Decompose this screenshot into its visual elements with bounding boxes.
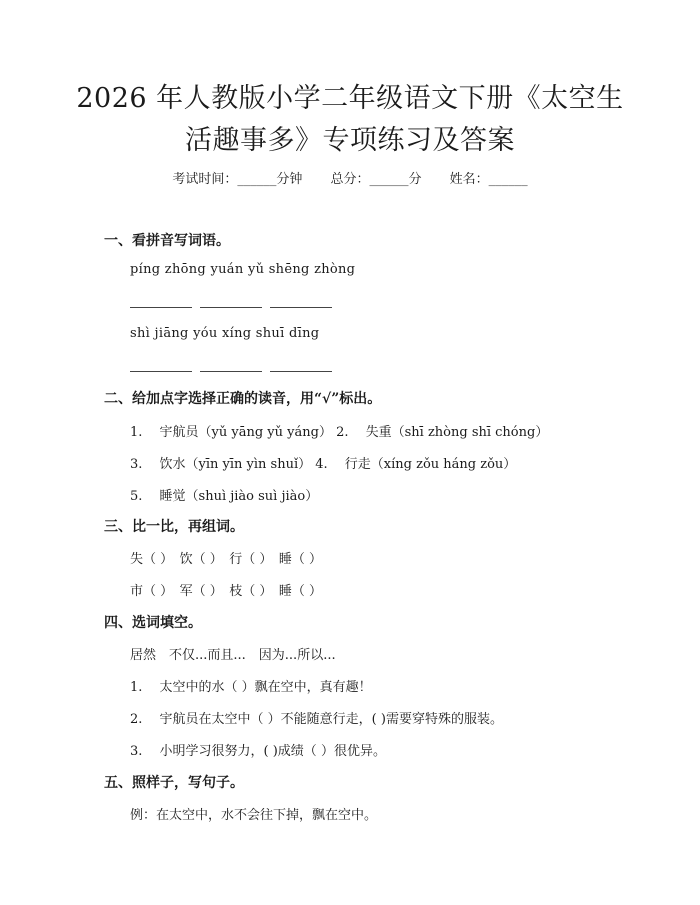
section-5-heading: 五、照样子，写句子。 [104,775,244,791]
total-score: 总分：______分 [330,172,422,187]
example-sentence: 例：在太空中，水不会往下掉，飘在空中。 [130,808,378,823]
pinyin-row-2: shì jiāng yóu xíng shuī dīng [130,326,320,341]
exam-time: 考试时间：______分钟 [172,172,303,187]
reading-item-1-2: 1. 宇航员（yǔ yāng yǔ yáng） 2. 失重（shī zhòng shī chóng） [130,425,549,440]
answer-blank [270,306,332,308]
section-1-heading: 一、看拼音写词语。 [104,233,230,249]
page-title [0,78,700,162]
student-name: 姓名：______ [449,172,528,187]
section-3-heading: 三、比一比，再组词。 [104,519,244,535]
answer-blank [200,370,262,372]
answer-blanks-1 [130,306,332,308]
exam-meta [0,168,700,187]
answer-blanks-2 [130,370,332,372]
answer-blank [200,306,262,308]
reading-item-5: 5. 睡觉（shuì jiào suì jiào） [130,489,319,504]
title-line-1: 2026 年人教版小学二年级语文下册《太空生 [76,83,624,114]
reading-item-3-4: 3. 饮水（yīn yīn yìn shuǐ） 4. 行走（xíng zǒu háng zǒu） [130,457,517,472]
word-options: 居然 不仅...而且... 因为...所以... [130,648,336,663]
section-2-heading: 二、给加点字选择正确的读音，用“√”标出。 [104,391,382,407]
title-line-2: 活趣事多》专项练习及答案 [185,125,515,156]
pinyin-row-1: píng zhōng yuán yǔ shēng zhòng [130,262,356,277]
answer-blank [270,370,332,372]
fill-question-2: 2. 宇航员在太空中（ ）不能随意行走，( )需要穿特殊的服装。 [130,712,503,727]
section-4-heading: 四、选词填空。 [104,615,202,631]
answer-blank [130,370,192,372]
answer-blank [130,306,192,308]
compare-row-2: 市（ ） 军（ ） 枝（ ） 睡（ ） [130,584,323,599]
compare-row-1: 失（ ） 饮（ ） 行（ ） 睡（ ） [130,552,323,567]
fill-question-3: 3. 小明学习很努力，( )成绩（ ）很优异。 [130,744,386,759]
fill-question-1: 1. 太空中的水（ ）飘在空中，真有趣！ [130,680,372,695]
